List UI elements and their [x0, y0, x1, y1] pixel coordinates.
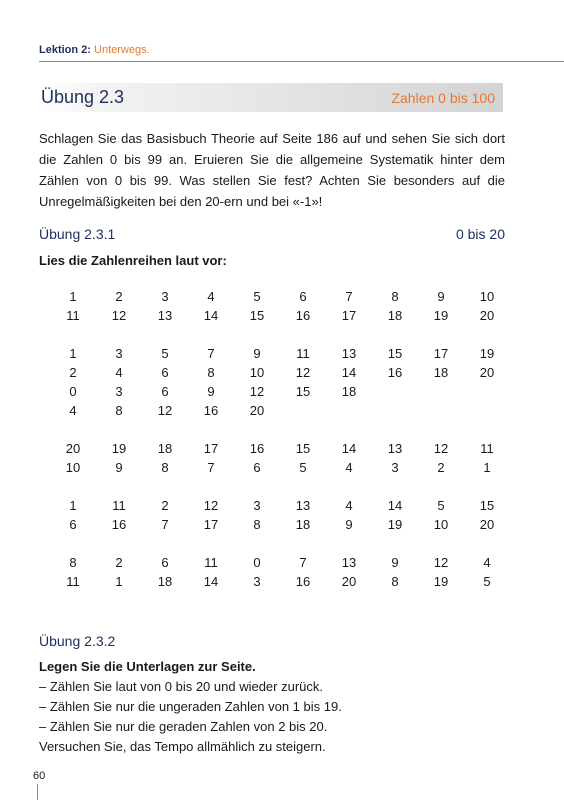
number-cell: 16: [249, 441, 265, 456]
number-cell: 4: [483, 555, 491, 570]
number-cell: 8: [115, 403, 123, 418]
number-cell: 7: [161, 517, 169, 532]
number-cell: 15: [249, 308, 265, 323]
subexercise-1-range: 0 bis 20: [455, 226, 505, 242]
number-cell: 17: [341, 308, 357, 323]
number-cell: 18: [295, 517, 311, 532]
number-cell: 1: [69, 289, 77, 304]
number-cell: 6: [69, 517, 77, 532]
number-cell: 7: [207, 346, 215, 361]
number-cell: 11: [296, 346, 310, 361]
number-row: [50, 553, 510, 572]
number-cell: 13: [341, 346, 357, 361]
number-cell: 2: [437, 460, 445, 475]
exercise-title: Übung 2.3: [41, 87, 125, 107]
number-cell: 3: [253, 498, 261, 513]
number-cell: 6: [253, 460, 261, 475]
number-cell: 11: [204, 555, 218, 570]
number-cell: 8: [207, 365, 215, 380]
number-cell: 12: [203, 498, 219, 513]
number-cell: 6: [161, 555, 169, 570]
number-row: [50, 382, 510, 401]
number-row: [50, 496, 510, 515]
header-rule: [39, 61, 564, 62]
number-cell: 5: [161, 346, 169, 361]
lesson-number: Lektion 2:: [39, 44, 91, 56]
subexercise-2-heading: [39, 633, 505, 649]
number-cell: 2: [69, 365, 77, 380]
number-row: [50, 439, 510, 458]
number-cell: 1: [483, 460, 491, 475]
number-cell: 7: [345, 289, 353, 304]
number-cell: 5: [253, 289, 261, 304]
number-cell: 15: [387, 346, 403, 361]
subexercise-1-title: Übung 2.3.1: [39, 226, 116, 242]
number-cell: 12: [157, 403, 173, 418]
number-cell: 1: [69, 498, 77, 513]
number-cell: 14: [203, 308, 219, 323]
number-cell: 10: [433, 517, 449, 532]
number-cell: 14: [387, 498, 403, 513]
intro-paragraph: Schlagen Sie das Basisbuch Theorie auf Seite 186 auf und sehen Sie sich dort die Zahlen 0 bis 99 an. Eruieren Sie die allgemeine Systematik hinter dem Zählen von 0 bis 99. Was stellen Sie fest? Achten Sie besonders auf die Unregelmäßigkeiten bei den 20-ern und bei «-1»!: [39, 131, 505, 209]
number-cell: 20: [341, 574, 357, 589]
number-cell: 0: [69, 384, 77, 399]
list-item: – Zählen Sie nur die ungeraden Zahlen von 1 bis 19.: [39, 699, 342, 714]
subexercise-2-title: Übung 2.3.2: [39, 633, 116, 649]
number-cell: 6: [161, 384, 169, 399]
number-cell: 6: [161, 365, 169, 380]
page-number: 60: [33, 770, 46, 782]
number-cell: 9: [391, 555, 399, 570]
number-cell: 6: [299, 289, 307, 304]
number-cell: 18: [433, 365, 449, 380]
number-cell: 20: [249, 403, 265, 418]
number-cell: 7: [299, 555, 307, 570]
number-cell: 19: [433, 308, 449, 323]
number-cell: 19: [479, 346, 495, 361]
number-cell: 16: [295, 308, 311, 323]
number-cell: 12: [433, 441, 449, 456]
number-cell: 15: [295, 441, 311, 456]
exercise-topic: Zahlen 0 bis 100: [391, 90, 495, 106]
number-cell: 10: [65, 460, 81, 475]
lesson-title: Unterwegs.: [94, 44, 150, 56]
number-group: [50, 344, 510, 420]
number-row: [50, 344, 510, 363]
number-cell: 5: [299, 460, 307, 475]
number-cell: 13: [295, 498, 311, 513]
number-cell: 9: [115, 460, 123, 475]
number-cell: 13: [341, 555, 357, 570]
number-cell: 20: [479, 308, 495, 323]
number-cell: 2: [115, 555, 123, 570]
number-cell: 4: [345, 460, 353, 475]
number-group: [50, 439, 510, 477]
number-cell: 8: [253, 517, 261, 532]
number-cell: 15: [479, 498, 495, 513]
number-cell: 17: [203, 441, 219, 456]
subexercise-2-list: [39, 657, 505, 757]
page-marker: [37, 784, 38, 800]
number-row: [50, 287, 510, 306]
number-cell: 14: [203, 574, 219, 589]
number-cell: 3: [161, 289, 169, 304]
number-cell: 19: [433, 574, 449, 589]
number-cell: 14: [341, 441, 357, 456]
number-cell: 0: [253, 555, 261, 570]
number-group: [50, 287, 510, 325]
number-cell: 1: [69, 346, 77, 361]
number-cell: 16: [387, 365, 403, 380]
number-cell: 10: [249, 365, 265, 380]
number-cell: 13: [387, 441, 403, 456]
number-cell: 7: [207, 460, 215, 475]
number-cell: 4: [207, 289, 215, 304]
number-cell: 11: [112, 498, 126, 513]
number-cell: 11: [66, 308, 80, 323]
number-cell: 4: [115, 365, 123, 380]
number-cell: 17: [203, 517, 219, 532]
number-cell: 11: [66, 574, 80, 589]
number-row: [50, 572, 510, 591]
number-cell: 8: [161, 460, 169, 475]
number-cell: 8: [391, 574, 399, 589]
number-cell: 10: [479, 289, 495, 304]
number-cell: 16: [295, 574, 311, 589]
number-cell: 9: [207, 384, 215, 399]
subexercise-1-instruction: Lies die Zahlenreihen laut vor:: [39, 253, 227, 268]
number-cell: 12: [295, 365, 311, 380]
number-row: [50, 401, 510, 420]
number-cell: 9: [253, 346, 261, 361]
number-cell: 18: [387, 308, 403, 323]
number-row: [50, 306, 510, 325]
number-cell: 2: [115, 289, 123, 304]
number-cell: 18: [341, 384, 357, 399]
running-header: [39, 44, 150, 56]
number-row: [50, 458, 510, 477]
list-item: Versuchen Sie, das Tempo allmählich zu steigern.: [39, 739, 326, 754]
number-cell: 3: [253, 574, 261, 589]
number-cell: 20: [65, 441, 81, 456]
list-item: – Zählen Sie laut von 0 bis 20 und wieder zurück.: [39, 679, 324, 694]
number-cell: 19: [111, 441, 127, 456]
number-cell: 9: [345, 517, 353, 532]
number-cell: 4: [345, 498, 353, 513]
number-row: [50, 363, 510, 382]
number-group: [50, 553, 510, 591]
number-cell: 11: [480, 441, 494, 456]
number-cell: 3: [115, 384, 123, 399]
subexercise-1-heading: [39, 226, 505, 242]
number-group: [50, 496, 510, 534]
number-cell: 5: [437, 498, 445, 513]
number-cell: 12: [433, 555, 449, 570]
number-cell: 18: [157, 441, 173, 456]
number-cell: 12: [249, 384, 265, 399]
number-cell: 14: [341, 365, 357, 380]
number-cell: 18: [157, 574, 173, 589]
exercise-title-bar: [39, 83, 503, 112]
number-cell: 5: [483, 574, 491, 589]
number-cell: 20: [479, 517, 495, 532]
number-cell: 16: [111, 517, 127, 532]
number-cell: 13: [157, 308, 173, 323]
subexercise-2-lead: Legen Sie die Unterlagen zur Seite.: [39, 659, 256, 674]
number-cell: 4: [69, 403, 77, 418]
number-cell: 20: [479, 365, 495, 380]
number-cell: 17: [433, 346, 449, 361]
number-cell: 3: [115, 346, 123, 361]
number-cell: 19: [387, 517, 403, 532]
number-cell: 12: [111, 308, 127, 323]
number-cell: 2: [161, 498, 169, 513]
list-item: – Zählen Sie nur die geraden Zahlen von 2 bis 20.: [39, 719, 328, 734]
number-cell: 1: [115, 574, 123, 589]
number-cell: 8: [391, 289, 399, 304]
number-cell: 9: [437, 289, 445, 304]
number-row: [50, 515, 510, 534]
number-cell: 8: [69, 555, 77, 570]
number-cell: 16: [203, 403, 219, 418]
number-cell: 3: [391, 460, 399, 475]
number-cell: 15: [295, 384, 311, 399]
